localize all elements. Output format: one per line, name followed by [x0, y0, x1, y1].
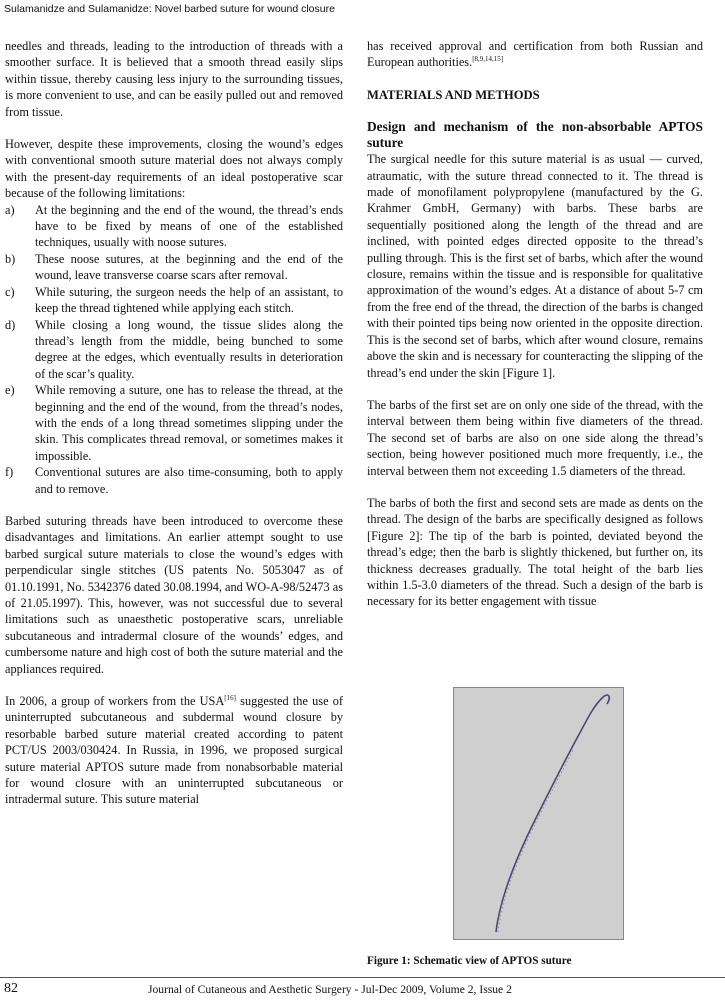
figure-1-image	[453, 687, 624, 940]
paragraph: However, despite these improvements, closing the wound’s edges with conventional smooth suture material does not always comply with the present-day requirements of an ideal postoperative scar because of the following limitations:	[5, 137, 343, 201]
subheading: Design and mechanism of the non-absorbable APTOS suture	[367, 119, 703, 151]
limitations-list	[5, 202, 343, 497]
citation: [16]	[224, 693, 236, 702]
list-item: b) These noose sutures, at the beginning and the end of the wound, leave transverse coarse scars after removal.	[5, 251, 343, 283]
figure-caption: Figure 1: Schematic view of APTOS suture	[367, 955, 572, 967]
running-head: Sulamanidze and Sulamanidze: Novel barbed suture for wound closure	[4, 3, 335, 15]
paragraph: has received approval and certification from both Russian and European authorities.[8,9,14,15]	[367, 39, 703, 70]
right-column	[367, 38, 703, 626]
footer-divider	[0, 977, 725, 978]
paragraph: The barbs of the first set are on only one side of the thread, with the interval between them being within five diameters of the thread. The second set of barbs are also on one side along the thread’s section, being however positioned much more frequently, i.e., the interval between them not exceeding 1.5 diameters of the thread.	[367, 397, 703, 478]
paragraph: In 2006, a group of workers from the USA[16] suggested the use of uninterrupted subcutaneous and subdermal wound closure by resorbable barbed suture material created according to patent PCT/US 2003/030424. In Russia, in 1996, we proposed surgical suture material APTOS suture made from nonabsorbable material for wound closure with an uninterrupted subcutaneous or intradermal suture. This suture material	[5, 693, 343, 807]
paragraph: The barbs of both the first and second sets are made as dents on the thread. The design of the barbs are specifically designed as follows [Figure 2]: The tip of the barb is pointed, deviated beyond the thread’s edge; then the barb is slightly thickened, but further on, its thickness decreases gradually. The total height of the barb lies within 1.5-3.0 diameters of the thread. Such a design of the barb is necessary for its better engagement with tissue	[367, 495, 703, 609]
section-heading: MATERIALS AND METHODS	[367, 87, 540, 102]
left-column	[5, 38, 343, 824]
page-number: 82	[4, 981, 18, 996]
list-item: e) While removing a suture, one has to release the thread, at the beginning and the end of the wound, from the thread’s nodes, with the ends of a long thread sometimes slipping under the skin. This complicates thread removal, or sometimes makes it impossible.	[5, 383, 343, 463]
journal-citation: Journal of Cutaneous and Aesthetic Surgery - Jul-Dec 2009, Volume 2, Issue 2	[148, 983, 512, 996]
paragraph: Barbed suturing threads have been introduced to overcome these disadvantages and limitations. An earlier attempt sought to use barbed surgical suture materials to close the wound’s edges with perpendicular single stitches (US patents No. 5053047 as of 01.10.1991, No. 5342376 dated 30.08.1994, and WO-A-98/52473 as of 21.05.1997). This, however, was not successful due to several limitations such as unaesthetic postoperative scars, unreliable subcutaneous and intradermal closure of the wounds’ edges, and cumbersome nature and high cost of both the suture material and the appliances required.	[5, 513, 343, 676]
list-item: f) Conventional sutures are also time-consuming, both to apply and to remove.	[5, 465, 343, 496]
list-item: d) While closing a long wound, the tissue slides along the thread’s length from the middle, being bunched to some degree at the edges, which eventually results in deterioration of the scar’s quality.	[5, 317, 343, 381]
list-item: c) While suturing, the surgeon needs the help of an assistant, to keep the thread tightened while applying each stitch.	[5, 284, 343, 316]
citation: [8,9,14,15]	[472, 55, 504, 64]
suture-thread-illustration	[454, 688, 623, 939]
paragraph: The surgical needle for this suture material is as usual — curved, atraumatic, with the suture thread connected to it. The thread is made of monofilament polypropylene (manufactured by the G. Krahmer GmbH, Germany) with barbs. These barbs are sequentially positioned along the length of the thread and are inclined, with pointed edges directed opposite to the thread’s pulling through. This is the first set of barbs, which after the wound closure, remains within the tissue and is responsible for qualitative approximation of the wound’s edges. At a distance of about 5-7 cm from the free end of the thread, the direction of the barbs is changed with their pointed tips being now oriented in the opposite direction. This is the second set of barbs, which after wound closure, remains above the skin and is necessary for counteracting the slipping of the thread’s end under the skin [Figure 1].	[367, 152, 703, 380]
paragraph: needles and threads, leading to the introduction of threads with a smoother surface. It is believed that a smooth thread easily slips within tissue, thereby causing less injury to the surrounding tissues, is more convenient to use, and can be easily pulled out and removed from tissue.	[5, 39, 343, 119]
list-item: a) At the beginning and the end of the wound, the thread’s ends have to be fixed by means of one of the established techniques, usually with noose sutures.	[5, 202, 343, 250]
